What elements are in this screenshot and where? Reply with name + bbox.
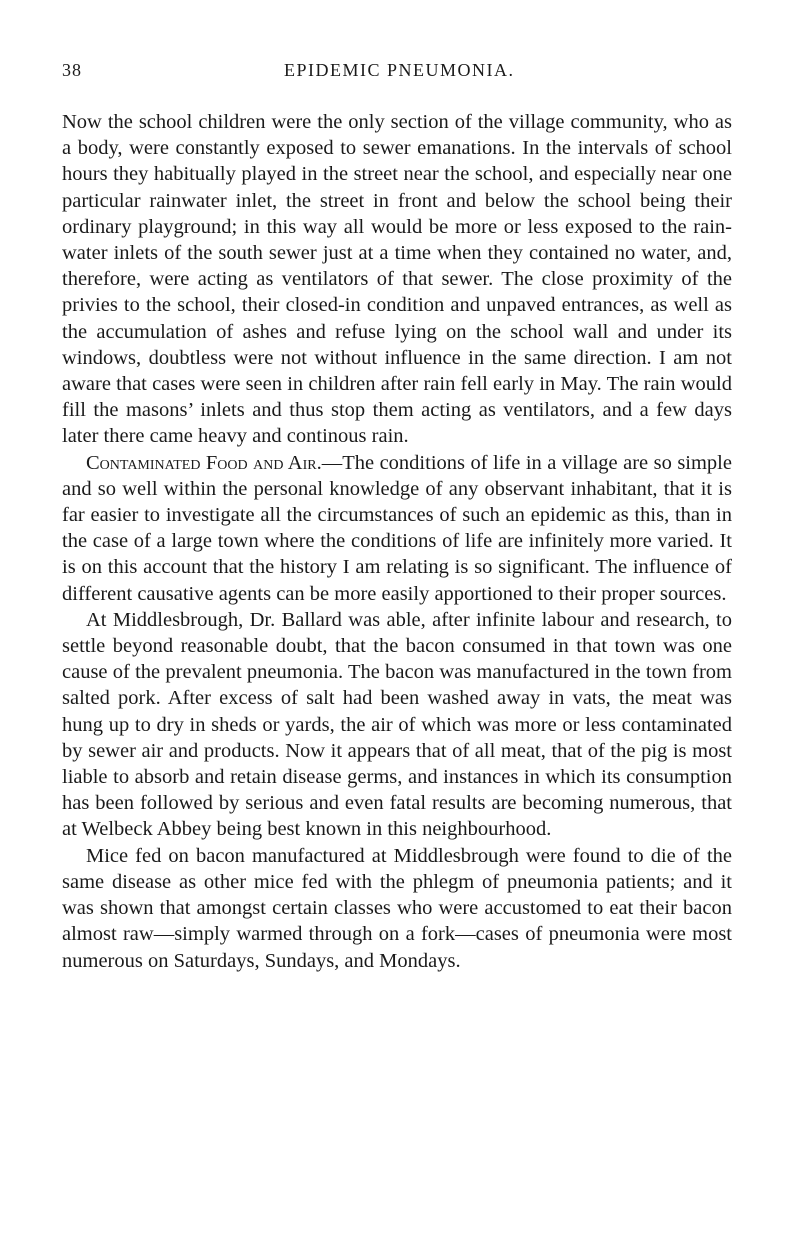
paragraph-3: At Middlesbrough, Dr. Ballard was able, after infinite labour and research, to settle beyond reasonable doubt, that the bacon consumed in that town was one cause of the prevalent pneumonia. The bacon was manufactured in the town from salted pork. After excess of salt had been washed away in vats, the meat was hung up to dry in sheds or yards, the air of which was more or less contaminated by sewer air and products. Now it appears that of all meat, that of the pig is most liable to absorb and retain disease germs, and instances in which its consumption has been followed by serious and even fatal results are becoming numerous, that at Welbeck Abbey being best known in this neighbourhood. [62,608,732,841]
body-text [62,109,732,974]
section-heading: Contaminated Food and Air. [86,451,322,474]
paragraph-2 [62,450,732,607]
running-head [62,60,732,88]
paragraph-1: Now the school children were the only section of the village community, who as a body, were constantly exposed to sewer emanations. In the intervals of school hours they habitually played in the street near the school, and especially near one particular rainwater inlet, the street in front and below the school being their ordinary playground; in this way all would be more or less exposed to the rain-water inlets of the south sewer just at a time when they contained no water, and, therefore, were acting as ventilators of that sewer. The close proximity of the privies to the school, their closed-in condition and unpaved entrances, as well as the accumulation of ashes and refuse lying on the school wall and under its windows, doubtless were not without influence in the same direction. I am not aware that cases were seen in children after rain fell early in May. The rain would fill the masons’ inlets and thus stop them acting as ventilators, and a few days later there came heavy and continous rain. [62,111,732,448]
paragraph-2-text: —The conditions of life in a village are so simple and so well within the personal knowledge of any observant inhabitant, that it is far easier to investigate all the circumstances of such an epidemic as this, than in the case of a large town where the conditions of life are infinitely more varied. It is on this account that the history I am relating is so significant. The influence of different causative agents can be more easily apportioned to their proper sources. [62,451,732,605]
running-title: EPIDEMIC PNEUMONIA. [284,60,515,80]
page-number: 38 [62,60,82,80]
paragraph-4: Mice fed on bacon manufactured at Middlesbrough were found to die of the same disease as other mice fed with the phlegm of pneumonia patients; and it was shown that amongst certain classes who were accustomed to eat their bacon almost raw—simply warmed through on a fork—cases of pneumonia were most numerous on Saturdays, Sundays, and Mondays. [62,844,732,972]
